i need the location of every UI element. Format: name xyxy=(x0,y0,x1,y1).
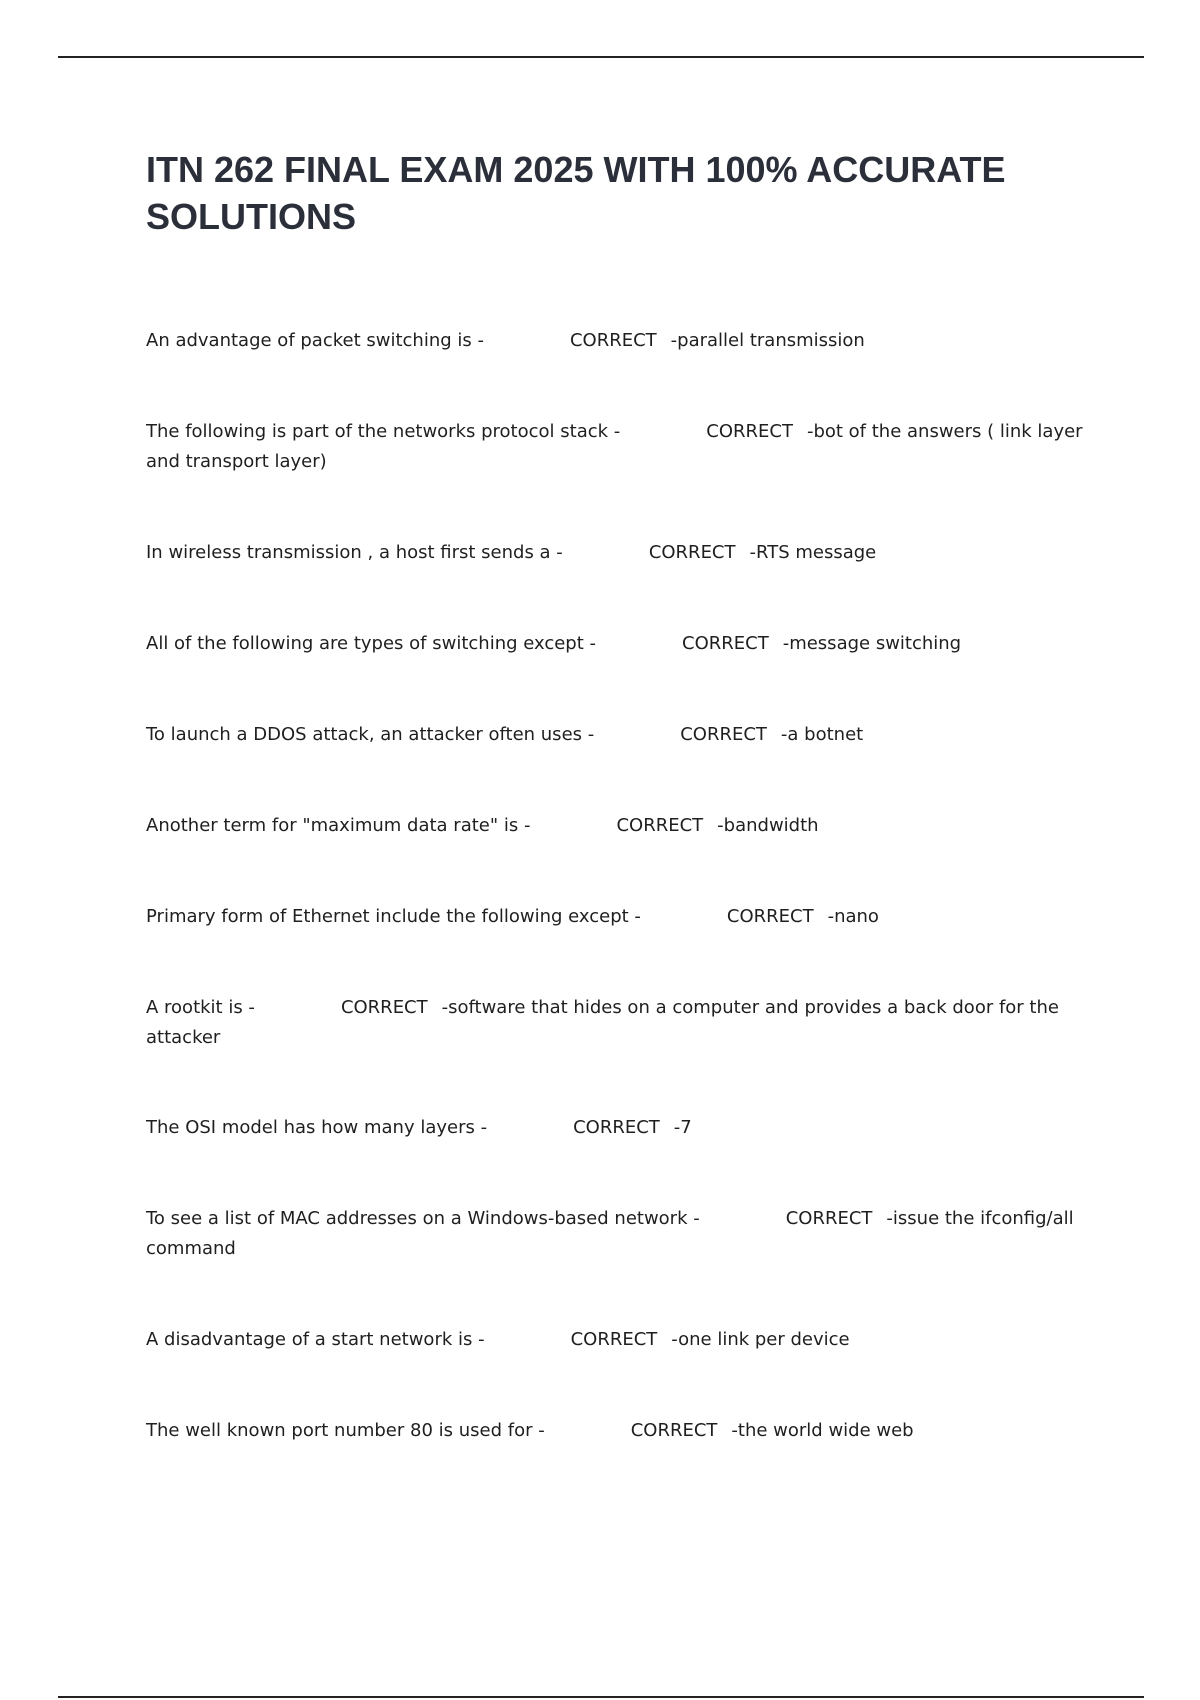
question-text: To launch a DDOS attack, an attacker often uses - xyxy=(146,724,595,745)
answer-text: -message switching xyxy=(782,633,962,654)
correct-label: CORRECT xyxy=(706,421,793,442)
correct-label: CORRECT xyxy=(726,906,814,927)
qa-item-8 xyxy=(146,993,1086,1053)
answer-text: -software that hides on a computer and provides a back door for the attacker xyxy=(146,997,1059,1048)
correct-label: CORRECT xyxy=(785,1208,873,1229)
qa-item-1 xyxy=(146,326,1086,356)
question-text: A disadvantage of a start network is - xyxy=(146,1329,485,1350)
answer-text: -bandwidth xyxy=(717,815,819,836)
question-text: Another term for "maximum data rate" is - xyxy=(146,815,531,836)
qa-item-9 xyxy=(146,1113,1086,1143)
qa-item-4 xyxy=(146,629,1086,659)
qa-item-2 xyxy=(146,417,1086,477)
answer-text: -issue the ifconfig/all command xyxy=(146,1208,1074,1259)
qa-item-10 xyxy=(146,1204,1086,1264)
answer-text: -RTS message xyxy=(749,542,877,563)
qa-item-6 xyxy=(146,811,1086,841)
answer-text: -bot of the answers ( link layer and transport layer) xyxy=(146,421,1083,472)
question-text: All of the following are types of switching except - xyxy=(146,633,597,654)
qa-item-11 xyxy=(146,1325,1086,1355)
answer-text: -nano xyxy=(827,906,879,927)
correct-label: CORRECT xyxy=(682,633,769,654)
correct-label: CORRECT xyxy=(570,1329,658,1350)
question-text: The well known port number 80 is used for - xyxy=(146,1420,545,1441)
qa-item-5 xyxy=(146,720,1086,750)
correct-label: CORRECT xyxy=(569,330,657,351)
bottom-rule xyxy=(58,1696,1144,1698)
question-text: Primary form of Ethernet include the following except - xyxy=(146,906,641,927)
correct-label: CORRECT xyxy=(648,542,736,563)
question-text: An advantage of packet switching is - xyxy=(146,330,484,351)
correct-label: CORRECT xyxy=(616,815,704,836)
answer-text: -one link per device xyxy=(671,1329,850,1350)
correct-label: CORRECT xyxy=(340,997,428,1018)
correct-label: CORRECT xyxy=(573,1117,660,1138)
answer-text: -a botnet xyxy=(780,724,864,745)
question-text: A rootkit is - xyxy=(146,997,255,1018)
answer-text: -the world wide web xyxy=(731,1420,914,1441)
question-text: To see a list of MAC addresses on a Windows-based network - xyxy=(146,1208,700,1229)
answer-text: -7 xyxy=(673,1117,692,1138)
document-title: ITN 262 FINAL EXAM 2025 WITH 100% ACCURATE SOLUTIONS xyxy=(146,149,1006,237)
correct-label: CORRECT xyxy=(630,1420,718,1441)
question-text: The OSI model has how many layers - xyxy=(146,1117,488,1138)
correct-label: CORRECT xyxy=(680,724,767,745)
qa-item-3 xyxy=(146,538,1086,568)
question-text: In wireless transmission , a host first sends a - xyxy=(146,542,563,563)
answer-text: -parallel transmission xyxy=(670,330,865,351)
top-rule xyxy=(58,56,1144,58)
question-text: The following is part of the networks protocol stack - xyxy=(146,421,621,442)
qa-item-12 xyxy=(146,1416,1086,1446)
qa-item-7 xyxy=(146,902,1086,932)
